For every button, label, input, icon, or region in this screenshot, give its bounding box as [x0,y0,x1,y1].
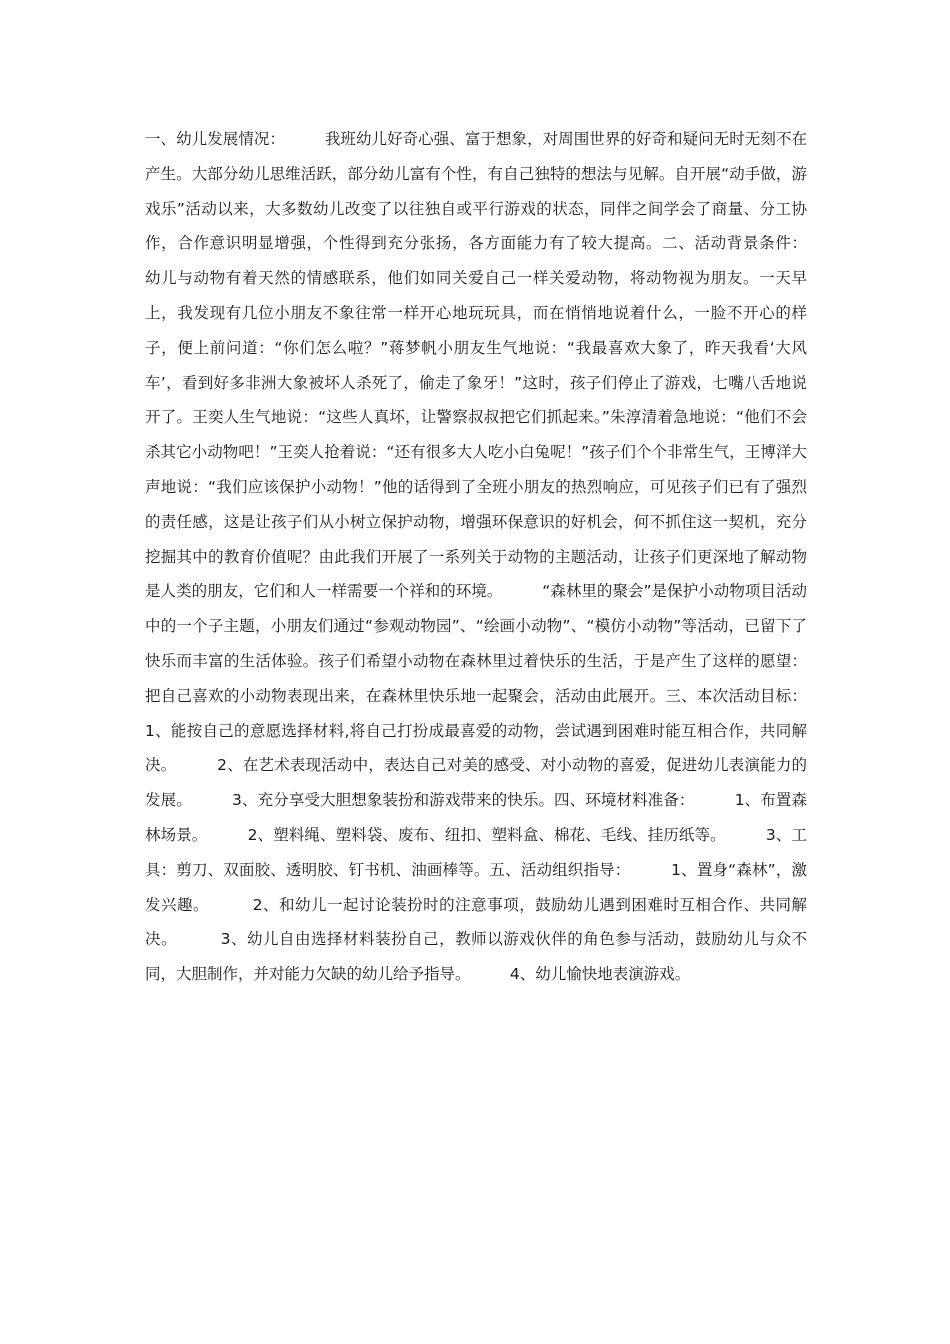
document-body-text: 一、幼儿发展情况： 我班幼儿好奇心强、富于想象，对周围世界的好奇和疑问无时无刻不在产生。大部分幼儿思维活跃，部分幼儿富有个性，有自己独特的想法与见解。自开展“动手做，游戏乐”活动以来，大多数幼儿改变了以往独自或平行游戏的状态，同伴之间学会了商量、分工协作，合作意识明显增强，个性得到充分张扬，各方面能力有了较大提高。二、活动背景条件： 幼儿与动物有着天然的情感联系，他们如同关爱自己一样关爱动物，将动物视为朋友。一天早上，我发现有几位小朋友不象往常一样开心地玩玩具，而在悄悄地说着什么，一脸不开心的样子，便上前问道：“你们怎么啦？”蒋梦帆小朋友生气地说：“我最喜欢大象了，昨天我看‘大风车’，看到好多非洲大象被坏人杀死了，偷走了象牙！”这时，孩子们停止了游戏，七嘴八舌地说开了。王奕人生气地说：“这些人真坏，让警察叔叔把它们抓起来。”朱淳清着急地说：“他们不会杀其它小动物吧！”王奕人抢着说：“还有很多大人吃小白兔呢！”孩子们个个非常生气，王博洋大声地说：“我们应该保护小动物！”他的话得到了全班小朋友的热烈响应，可见孩子们已有了强烈的责任感，这是让孩子们从小树立保护动物，增强环保意识的好机会，何不抓住这一契机，充分挖掘其中的教育价值呢？由此我们开展了一系列关于动物的主题活动，让孩子们更深地了解动物是人类的朋友，它们和人一样需要一个祥和的环境。 “森林里的聚会”是保护小动物项目活动中的一个子主题，小朋友们通过“参观动物园”、“绘画小动物”、“模仿小动物”等活动，已留下了快乐而丰富的生活体验。孩子们希望小动物在森林里过着快乐的生活，于是产生了这样的愿望：把自己喜欢的小动物表现出来，在森林里快乐地一起聚会，活动由此展开。三、本次活动目标： 1、能按自己的意愿选择材料,将自己打扮成最喜爱的动物，尝试遇到困难时能互相合作，共同解决。 2、在艺术表现活动中，表达自己对美的感受、对小动物的喜爱，促进幼儿表演能力的发展。 3、充分享受大胆想象装扮和游戏带来的快乐。四、环境材料准备： 1、布置森林场景。 2、塑料绳、塑料袋、废布、纽扣、塑料盒、棉花、毛线、挂历纸等。 3、工具：剪刀、双面胶、透明胶、钉书机、油画棒等。五、活动组织指导： 1、置身“森林”，激发兴趣。 2、和幼儿一起讨论装扮时的注意事项，鼓励幼儿遇到困难时互相合作、共同解决。 3、幼儿自由选择材料装扮自己，教师以游戏伙伴的角色参与活动，鼓励幼儿与众不同，大胆制作，并对能力欠缺的幼儿给予指导。 4、幼儿愉快地表演游戏。 [145,130,847,984]
